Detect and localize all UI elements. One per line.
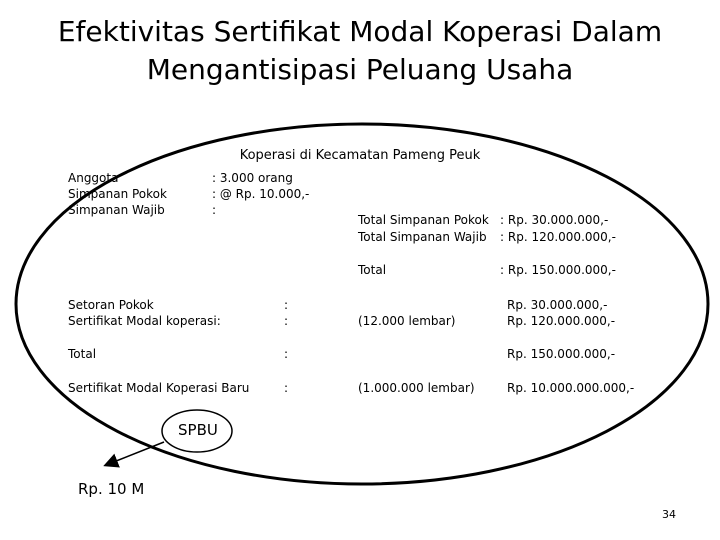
value-simpanan-pokok: : @ Rp. 10.000,-	[212, 187, 310, 201]
page-number: 34	[662, 508, 676, 521]
note-1000000-lembar: (1.000.000 lembar)	[358, 381, 475, 395]
value-smk-baru: Rp. 10.000.000.000,-	[507, 381, 635, 395]
page-title-line-2: Mengantisipasi Peluang Usaha	[146, 53, 574, 86]
label-sertifikat-modal-koperasi: Sertifikat Modal koperasi:	[68, 314, 221, 328]
value-anggota: : 3.000 orang	[212, 171, 293, 185]
label-simpanan-wajib: Simpanan Wajib	[68, 203, 165, 217]
spbu-arrow	[106, 442, 164, 465]
spbu-label: SPBU	[178, 421, 218, 439]
label-anggota: Anggota	[68, 171, 119, 185]
page-title-line-1: Efektivitas Sertifikat Modal Koperasi Dalam	[57, 15, 663, 48]
label-simpanan-pokok: Simpanan Pokok	[68, 187, 167, 201]
label-total-simpanan-wajib: Total Simpanan Wajib	[358, 230, 487, 244]
value-total-simpanan-pokok: : Rp. 30.000.000,-	[500, 213, 609, 227]
label-total-simpanan: Total	[358, 263, 387, 277]
colon-setoran-pokok: :	[284, 298, 289, 312]
value-setoran-pokok: Rp. 30.000.000,-	[507, 298, 608, 312]
label-total: Total	[68, 347, 97, 361]
note-12000-lembar: (12.000 lembar)	[358, 314, 456, 328]
colon-sertifikat-modal: :	[284, 314, 289, 328]
spbu-cost: Rp. 10 M	[78, 480, 145, 498]
oval-heading: Koperasi di Kecamatan Pameng Peuk	[239, 148, 481, 163]
label-smk-baru: Sertifikat Modal Koperasi Baru	[68, 381, 250, 395]
label-total-simpanan-pokok: Total Simpanan Pokok	[358, 213, 489, 227]
colon-smk-baru: :	[284, 381, 289, 395]
label-setoran-pokok: Setoran Pokok	[68, 298, 154, 312]
colon-total: :	[284, 347, 289, 361]
value-total: Rp. 150.000.000,-	[507, 347, 616, 361]
value-total-simpanan: : Rp. 150.000.000,-	[500, 263, 616, 277]
value-total-simpanan-wajib: : Rp. 120.000.000,-	[500, 230, 616, 244]
value-simpanan-wajib: :	[212, 203, 217, 217]
value-sertifikat-modal: Rp. 120.000.000,-	[507, 314, 616, 328]
